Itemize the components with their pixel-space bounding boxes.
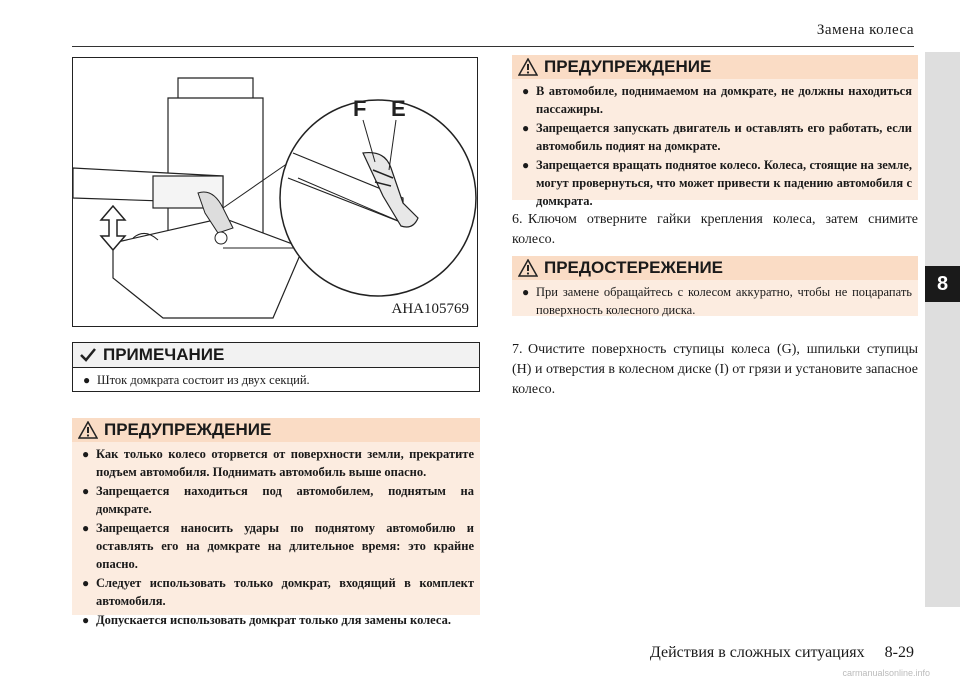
warning-item bbox=[82, 445, 474, 481]
warning-header-right bbox=[512, 55, 918, 79]
warning-box-right bbox=[512, 55, 918, 208]
note-header bbox=[73, 343, 479, 368]
footer-section: Действия в сложных ситуациях bbox=[649, 644, 865, 661]
bullet-icon: ● bbox=[82, 613, 90, 627]
bullet-icon: ● bbox=[82, 447, 90, 461]
caution-item bbox=[522, 283, 912, 319]
checkmark-icon bbox=[79, 347, 97, 363]
bullet-icon: ● bbox=[82, 576, 90, 590]
label-e: E bbox=[391, 96, 406, 121]
warning-box-left bbox=[72, 418, 480, 627]
warning-item-text: Запрещается находиться под автомобилем, поднятым на домкрате. bbox=[96, 484, 474, 516]
caution-item-text: При замене обращайтесь с колесом аккуратно, чтобы не поцарапать поверхность колесного диска. bbox=[536, 285, 912, 317]
warning-triangle-icon bbox=[518, 259, 538, 277]
warning-item bbox=[82, 574, 474, 610]
warning-item-text: Запрещается запускать двигатель и оставлять его работать, если автомобиль подият на домкрате. bbox=[536, 121, 912, 153]
step-text: Ключом отверните гайки крепления колеса, затем снимите колесо. bbox=[512, 212, 918, 247]
step-7 bbox=[512, 340, 918, 400]
note-title: ПРИМЕЧАНИЕ bbox=[103, 345, 225, 364]
warning-item bbox=[82, 482, 474, 518]
warning-triangle-icon bbox=[78, 421, 98, 439]
warning-header-left bbox=[72, 418, 480, 442]
warning-item-text: Допускается использовать домкрат только для замены колеса. bbox=[96, 613, 451, 627]
note-item bbox=[83, 371, 473, 389]
warning-item-text: Следует использовать только домкрат, входящий в комплект автомобиля. bbox=[96, 576, 474, 608]
warning-title-right: ПРЕДУПРЕЖДЕНИЕ bbox=[544, 57, 712, 76]
page-number: 8-29 bbox=[884, 644, 914, 661]
side-band bbox=[925, 52, 960, 607]
warning-item-text: Запрещается наносить удары по поднятому автомобилю и оставлять его на домкрате на длительное время: это крайне опасно. bbox=[96, 521, 474, 571]
step-number: 6. bbox=[512, 212, 523, 227]
warning-item-text: В автомобиле, поднимаемом на домкрате, не должны находиться пассажиры. bbox=[536, 84, 912, 116]
header-rule bbox=[72, 46, 914, 47]
bullet-icon: ● bbox=[82, 484, 90, 498]
jack-drawing bbox=[73, 58, 478, 327]
caution-header bbox=[512, 256, 918, 280]
warning-item bbox=[522, 82, 912, 118]
warning-item-text: Как только колесо оторвется от поверхности земли, прекратите подъем автомобиля. Поднимать автомобиль выше опасно. bbox=[96, 447, 474, 479]
caution-title: ПРЕДОСТЕРЕЖЕНИЕ bbox=[544, 258, 724, 277]
warning-item-text: Запрещается вращать поднятое колесо. Колеса, стоящие на земле, могут провернуться, что может привести к падению автомобиля с домкрата. bbox=[536, 158, 912, 208]
bullet-icon: ● bbox=[522, 84, 530, 98]
warning-item bbox=[82, 611, 474, 629]
step-text: Очистите поверхность ступицы колеса (G), шпильки ступицы (H) и отверстия в колесном диске (I) от грязи и установите запасное колесо. bbox=[512, 342, 918, 397]
bullet-icon: ● bbox=[522, 158, 530, 172]
warning-item bbox=[82, 519, 474, 573]
caution-box bbox=[512, 256, 918, 316]
jack-illustration bbox=[72, 57, 478, 327]
bullet-icon: ● bbox=[522, 121, 530, 135]
page-footer bbox=[650, 644, 914, 662]
warning-item bbox=[522, 119, 912, 155]
bullet-icon: ● bbox=[82, 521, 90, 535]
page-header-title: Замена колеса bbox=[816, 22, 914, 38]
watermark: carmanualsonline.info bbox=[842, 668, 930, 678]
warning-title-left: ПРЕДУПРЕЖДЕНИЕ bbox=[104, 420, 272, 439]
warning-item bbox=[522, 156, 912, 210]
warning-triangle-icon bbox=[518, 58, 538, 76]
chapter-tab[interactable]: 8 bbox=[925, 266, 960, 302]
label-f: F bbox=[353, 96, 367, 121]
step-number: 7. bbox=[512, 342, 523, 357]
step-6 bbox=[512, 210, 918, 250]
figure-code: AHA105769 bbox=[391, 301, 469, 317]
note-box bbox=[72, 342, 480, 392]
note-item-text: Шток домкрата состоит из двух секций. bbox=[97, 373, 310, 387]
bullet-icon: ● bbox=[522, 285, 530, 299]
bullet-icon: ● bbox=[83, 373, 91, 387]
